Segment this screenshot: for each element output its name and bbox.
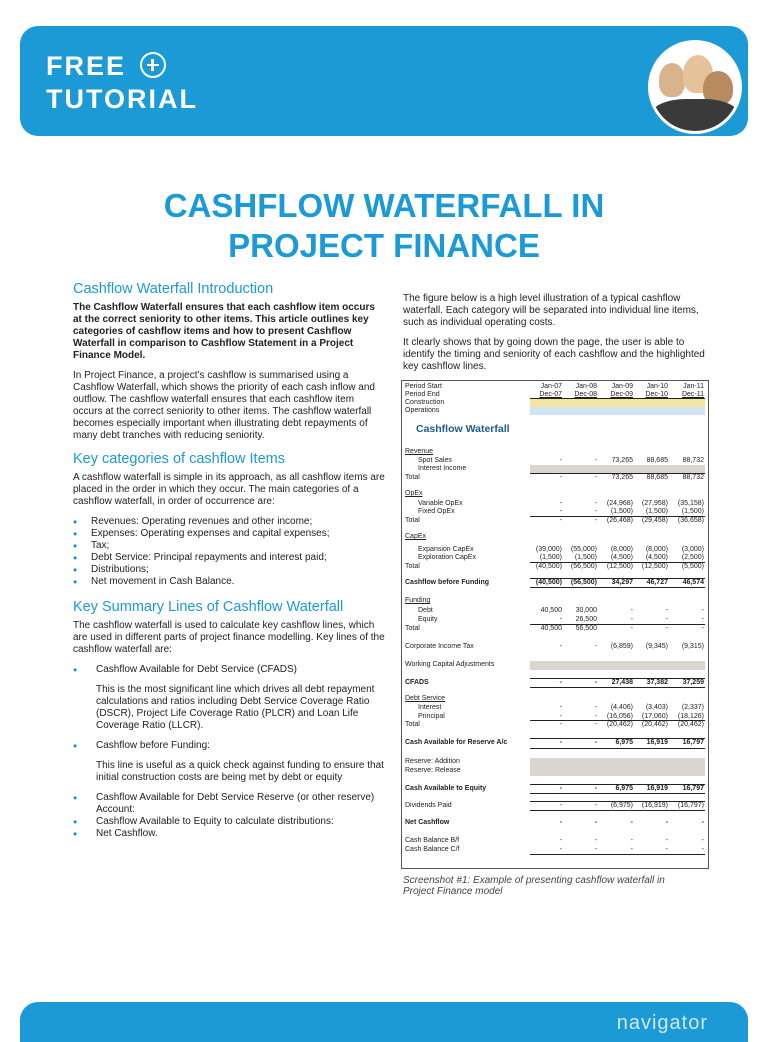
cell-value: 46,574 — [682, 579, 704, 586]
row-rule — [530, 687, 705, 688]
cell-value: (2,500) — [681, 554, 704, 561]
cell-value: - — [559, 474, 562, 481]
table-row — [405, 490, 706, 498]
row-label: Cash Balance C/f — [405, 846, 460, 853]
cell-value: - — [594, 500, 597, 507]
cell-value: 16,797 — [682, 739, 704, 746]
cell-value: - — [559, 508, 562, 515]
cell-value: - — [594, 739, 597, 746]
row-label: Expansion CapEx — [418, 546, 474, 553]
row-label: Debt — [418, 607, 433, 614]
list-item: • Tax; — [73, 540, 385, 552]
cell-value: (20,462) — [606, 721, 633, 728]
table-row — [405, 399, 706, 407]
table-row — [405, 704, 706, 712]
cell-value: (16,919) — [641, 802, 668, 809]
cell-value: - — [594, 721, 597, 728]
cell-value: - — [594, 457, 597, 464]
cell-value: - — [665, 819, 668, 826]
cell-value: (4,500) — [645, 554, 668, 561]
cell-value: 34,297 — [611, 579, 633, 586]
table-row — [405, 533, 706, 541]
cell-value: 88,732 — [682, 457, 704, 464]
cell-value: - — [594, 517, 597, 524]
cell-value: - — [630, 846, 633, 853]
cell-value: Dec-11 — [681, 391, 704, 398]
row-label: Construction — [405, 399, 445, 406]
row-label: Total — [405, 474, 420, 481]
list-item: • Cashflow Available to Equity to calculate distributions: — [73, 816, 385, 828]
cell-value: - — [594, 713, 597, 720]
list-item: • Expenses: Operating expenses and capital expenses; — [73, 528, 385, 540]
cell-value: - — [594, 679, 597, 686]
cell-value: - — [665, 837, 668, 844]
cell-value: 73,265 — [611, 457, 633, 464]
left-column — [73, 280, 385, 848]
cell-value: - — [630, 607, 633, 614]
item1-description: This is the most significant line which drives all debt repayment calculations and ratios including Debt Service Coverage Ratio (DSCR), Project Life Coverage Ratio (PLCR) and Loan Life Coverage Ratio (LLCR). — [96, 684, 375, 731]
table-row — [405, 391, 706, 399]
cell-value: - — [665, 846, 668, 853]
table-row — [405, 474, 706, 482]
table-row — [405, 554, 706, 562]
page-title — [0, 186, 768, 266]
row-label: Principal — [418, 713, 445, 720]
row-label: Funding — [405, 597, 431, 604]
table-row — [405, 500, 706, 508]
cell-value: 30,000 — [575, 607, 597, 614]
table-row — [405, 721, 706, 729]
cell-value: (56,500) — [570, 563, 597, 570]
list-item: • Net Cashflow. — [73, 828, 385, 840]
row-rule — [530, 587, 705, 588]
row-rule — [530, 810, 705, 811]
table-row — [405, 679, 706, 687]
table-row — [405, 407, 706, 415]
cell-value: (27,958) — [641, 500, 668, 507]
cell-value: - — [559, 500, 562, 507]
cell-value: (1,500) — [681, 508, 704, 515]
cell-value: - — [594, 508, 597, 515]
table-row — [405, 819, 706, 827]
row-label: OpEx — [405, 490, 423, 497]
cell-value: (6,859) — [610, 643, 633, 650]
row-rule — [530, 748, 705, 749]
table-row — [405, 758, 706, 766]
row-label: Cash Balance B/f — [405, 837, 460, 844]
cell-value: (20,462) — [677, 721, 704, 728]
cell-value: - — [594, 785, 597, 792]
cell-value: (55,000) — [570, 546, 597, 553]
cashflow-waterfall-spreadsheet — [401, 380, 709, 869]
cell-value: Dec-08 — [574, 391, 597, 398]
row-rule — [530, 793, 705, 794]
cell-value: - — [630, 837, 633, 844]
cell-value: 88,732 — [682, 474, 704, 481]
cell-value: - — [559, 819, 562, 826]
table-row — [405, 579, 706, 587]
cell-value: (35,158) — [677, 500, 704, 507]
cell-value: - — [594, 819, 597, 826]
cell-value: (12,500) — [641, 563, 668, 570]
list-item: • Revenues: Operating revenues and other income; — [73, 516, 385, 528]
table-row — [405, 508, 706, 516]
table-row — [405, 607, 706, 615]
table-row — [405, 383, 706, 391]
cell-value: (16,797) — [677, 802, 704, 809]
table-row — [405, 785, 706, 793]
cell-value: Dec-09 — [610, 391, 633, 398]
cell-value: - — [594, 802, 597, 809]
cell-value: 40,500 — [540, 607, 562, 614]
table-row — [405, 837, 706, 845]
business-people-photo — [648, 40, 742, 134]
table-row — [405, 643, 706, 651]
table-row — [405, 802, 706, 810]
cell-value: 16,797 — [682, 785, 704, 792]
cell-value: Jan-09 — [611, 383, 633, 390]
cell-value: 16,919 — [646, 739, 668, 746]
cell-value: - — [594, 474, 597, 481]
cell-value: - — [559, 802, 562, 809]
row-label: Total — [405, 563, 420, 570]
cell-value: (17,060) — [641, 713, 668, 720]
brand-line1: FREE — [46, 51, 127, 81]
row-label: Cash Available to Equity — [405, 785, 487, 792]
cell-value: (36,658) — [677, 517, 704, 524]
cell-value: - — [630, 616, 633, 623]
cell-value: (1,500) — [645, 508, 668, 515]
footer-banner — [20, 1002, 748, 1042]
cell-value: - — [559, 616, 562, 623]
cell-value: (4,500) — [610, 554, 633, 561]
cell-value: 37,382 — [646, 679, 668, 686]
row-label: Operations — [405, 407, 440, 414]
free-tutorial-brand — [46, 50, 198, 116]
cell-value: (9,315) — [681, 643, 704, 650]
brand-line2: TUTORIAL — [46, 84, 198, 114]
cell-value: 40,500 — [540, 625, 562, 632]
table-row — [405, 739, 706, 747]
cell-value: Dec-10 — [645, 391, 668, 398]
intro-paragraph: In Project Finance, a project’s cashflow is summarised using a Cashflow Waterfall, which shows the priority of each cash inflow and outflow. The cashflow waterfall ensures that each cashflow item occurs at the correct seniority to other items. The cashflow waterfall becomes especially important when illustrating debt repayments of many debt tranches with reducing seniority. — [73, 370, 375, 441]
cell-value: (18,126) — [677, 713, 704, 720]
table-row — [405, 713, 706, 721]
cell-value: (40,500) — [535, 579, 562, 586]
row-label: Corporate Income Tax — [405, 643, 474, 650]
row-label: Working Capital Adjustments — [405, 661, 495, 668]
cell-value: - — [559, 739, 562, 746]
cell-value: 26,500 — [575, 616, 597, 623]
cell-value: (1,500) — [539, 554, 562, 561]
cell-value: 46,727 — [646, 579, 668, 586]
cell-value: - — [559, 457, 562, 464]
table-row — [405, 448, 706, 456]
cell-value: - — [594, 643, 597, 650]
cell-value: - — [665, 625, 668, 632]
cell-value: - — [701, 607, 704, 614]
navigator-logo: navigator — [616, 1012, 708, 1034]
table-row — [405, 661, 706, 669]
cell-value: 88,685 — [646, 474, 668, 481]
cell-value: (24,968) — [606, 500, 633, 507]
cell-value: (8,000) — [645, 546, 668, 553]
cell-value: 37,259 — [682, 679, 704, 686]
row-label: Exploration CapEx — [418, 554, 476, 561]
cell-value: 6,975 — [615, 785, 633, 792]
cell-value: (8,000) — [610, 546, 633, 553]
row-label: Period End — [405, 391, 440, 398]
table-row — [405, 616, 706, 624]
row-label: Interest — [418, 704, 442, 711]
row-label: CapEx — [405, 533, 427, 540]
figure-explanation-paragraph: It clearly shows that by going down the page, the user is able to identify the timing and seniority of each cashflow and the highlighted key cashflow lines. — [403, 337, 705, 372]
cell-value: (1,500) — [574, 554, 597, 561]
cell-value: - — [665, 607, 668, 614]
cell-value: (40,500) — [535, 563, 562, 570]
cell-value: (9,345) — [645, 643, 668, 650]
cell-value: - — [701, 616, 704, 623]
intro-bold-paragraph: The Cashflow Waterfall ensures that each cashflow item occurs at the correct seniority to other items. This article outlines key categories of cashflow items and how to present Cashflow Waterfall in comparison to Cashflow Statement in a Project Finance Model. — [73, 302, 375, 361]
table-row — [405, 546, 706, 554]
cell-value: 27,438 — [611, 679, 633, 686]
categories-list — [73, 516, 385, 588]
plus-circle-icon — [140, 52, 166, 78]
summary-heading: Key Summary Lines of Cashflow Waterfall — [73, 599, 344, 615]
cell-value: - — [701, 625, 704, 632]
row-label: Fixed OpEx — [418, 508, 455, 515]
list-item: • Distributions; — [73, 564, 385, 576]
table-row — [405, 625, 706, 633]
cell-value: 56,500 — [575, 625, 597, 632]
list-item: • Cashflow Available for Debt Service Reserve (or other reserve) Account: — [73, 792, 385, 816]
cell-value: - — [594, 704, 597, 711]
table-row — [405, 767, 706, 775]
cell-value: (26,468) — [606, 517, 633, 524]
row-label: Cashflow before Funding — [405, 579, 489, 586]
summary-list — [73, 664, 385, 840]
cell-value: - — [559, 713, 562, 720]
title-line1: CASHFLOW WATERFALL IN — [163, 187, 605, 224]
cell-value: - — [594, 837, 597, 844]
list-item: • Cashflow before Funding: — [73, 740, 385, 752]
cell-value: - — [701, 819, 704, 826]
cell-value: (56,500) — [570, 579, 597, 586]
row-label: Net Cashflow — [405, 819, 450, 826]
cell-value: - — [701, 846, 704, 853]
cell-value: - — [559, 837, 562, 844]
cell-value: (3,403) — [645, 704, 668, 711]
cell-value: (4,406) — [610, 704, 633, 711]
row-label: CFADS — [405, 679, 429, 686]
cell-value: - — [559, 785, 562, 792]
cell-value: - — [559, 679, 562, 686]
row-label: Total — [405, 517, 420, 524]
title-line2: PROJECT FINANCE — [228, 227, 540, 264]
cell-value: (3,000) — [681, 546, 704, 553]
cell-value: - — [665, 616, 668, 623]
row-rule — [530, 854, 705, 855]
cell-value: - — [630, 625, 633, 632]
cell-value: (39,000) — [535, 546, 562, 553]
cell-value: - — [559, 721, 562, 728]
figure-intro-paragraph: The figure below is a high level illustration of a typical cashflow waterfall. Each category will be separated into individual line items, such as individual operating costs. — [403, 293, 699, 328]
list-item: • Debt Service: Principal repayments and interest paid; — [73, 552, 385, 564]
cell-value: Jan-11 — [683, 383, 704, 390]
cell-value: 6,975 — [615, 739, 633, 746]
row-label: Reserve: Release — [405, 767, 461, 774]
table-row — [405, 563, 706, 571]
row-label: Debt Service — [405, 695, 446, 702]
table-row — [405, 846, 706, 854]
cell-value: (29,458) — [641, 517, 668, 524]
cell-value: 73,265 — [611, 474, 633, 481]
row-label: Spot Sales — [418, 457, 452, 464]
cell-value: Dec-07 — [539, 391, 562, 398]
row-label: Dividends Paid — [405, 802, 452, 809]
figure-caption: Screenshot #1: Example of presenting cashflow waterfall in Project Finance model — [403, 875, 665, 897]
summary-paragraph: The cashflow waterfall is used to calculate key cashflow lines, which are used in different parts of project finance modelling. Key lines of the cashflow waterfall are: — [73, 620, 385, 655]
categories-heading: Key categories of cashflow Items — [73, 451, 285, 467]
item2-description: This line is useful as a quick check against funding to ensure that initial construction costs are being met by debt or equity — [96, 760, 384, 783]
intro-heading: Cashflow Waterfall Introduction — [73, 281, 274, 297]
row-label: Cash Available for Reserve A/c — [405, 739, 508, 746]
cell-value: - — [559, 846, 562, 853]
cell-value: 16,919 — [646, 785, 668, 792]
table-row — [405, 457, 706, 465]
row-label: Total — [405, 625, 420, 632]
row-label: Variable OpEx — [418, 500, 463, 507]
cell-value: 88,685 — [646, 457, 668, 464]
header-banner — [20, 26, 748, 136]
row-label: Total — [405, 721, 420, 728]
table-row — [405, 695, 706, 703]
cell-value: (6,975) — [610, 802, 633, 809]
list-item: • Net movement in Cash Balance. — [73, 576, 385, 588]
cell-value: (12,500) — [606, 563, 633, 570]
cell-value: - — [594, 846, 597, 853]
cell-value: Jan-10 — [646, 383, 668, 390]
cell-value: (16,056) — [606, 713, 633, 720]
row-label: Revenue — [405, 448, 434, 455]
right-column — [403, 293, 709, 381]
list-item: • Cashflow Available for Debt Service (CFADS) — [73, 664, 385, 676]
table-row — [405, 517, 706, 525]
categories-paragraph: A cashflow waterfall is simple in its approach, as all cashflow items are placed in the order in which they occur. The main categories of a cashflow waterfall, in order of occurrence are: — [73, 472, 385, 507]
cell-value: Jan-08 — [575, 383, 597, 390]
sheet-title: Cashflow Waterfall — [416, 423, 510, 435]
cell-value: - — [559, 517, 562, 524]
row-label: Period Start — [405, 383, 442, 390]
cell-value: - — [630, 819, 633, 826]
cell-value: - — [559, 643, 562, 650]
cell-value: Jan-07 — [540, 383, 562, 390]
table-row — [405, 465, 706, 473]
cell-value: - — [559, 704, 562, 711]
cell-value: (20,462) — [641, 721, 668, 728]
cell-value: (5,500) — [681, 563, 704, 570]
row-label: Equity — [418, 616, 438, 623]
row-label: Reserve: Addition — [405, 758, 460, 765]
cell-value: (1,500) — [610, 508, 633, 515]
cell-value: - — [701, 837, 704, 844]
cell-value: (2,337) — [681, 704, 704, 711]
table-row — [405, 597, 706, 605]
row-label: Interest Income — [418, 465, 467, 472]
